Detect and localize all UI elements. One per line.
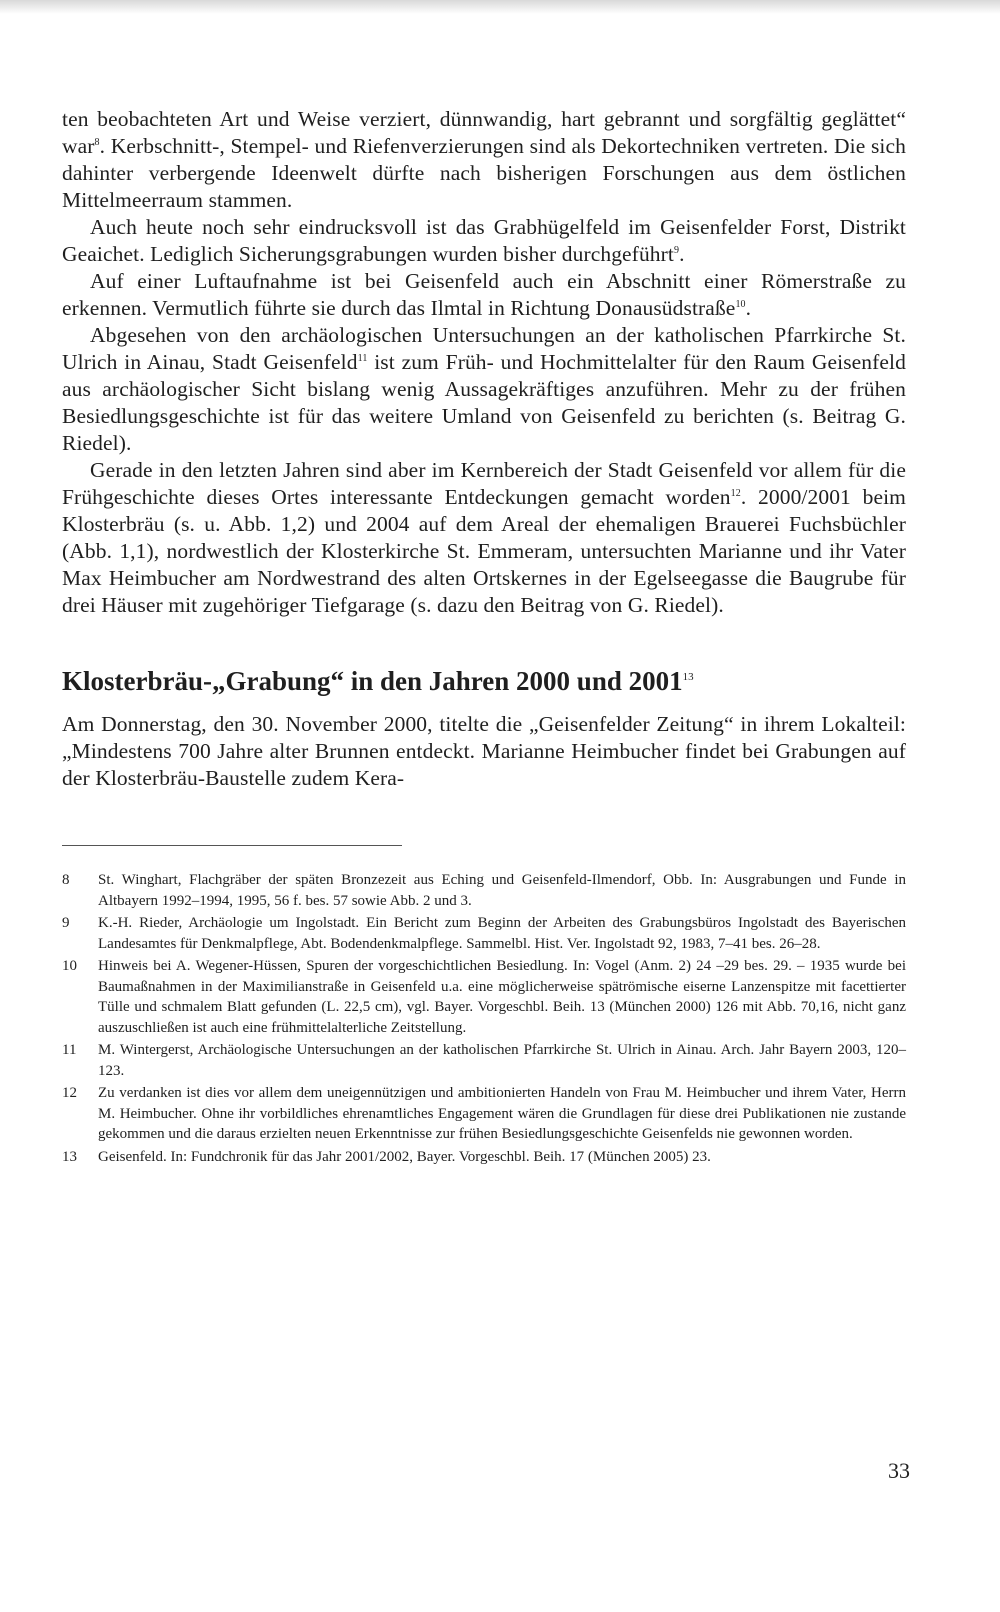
body-text: [62, 106, 906, 619]
footnote-9: [62, 913, 906, 954]
footnote-ref-11: 11: [357, 352, 368, 364]
paragraph-5: Gerade in den letzten Jahren sind aber im Kernbereich der Stadt Geisenfeld vor allem für die Frühgeschichte dieses Ortes interessante Entdeckungen gemacht worden$^{12}$. 2000/2001 beim Klosterbräu (s. u. Abb. 1,2) und 2004 auf dem Areal der ehemaligen Brauerei Fuchsbüchler (Abb. 1,1), nordwestlich der Klosterkirche St. Emmeram, untersuchten Marianne und ihr Vater Max Heimbucher am Nordwestrand des alten Ortskernes in der Egelseegasse die Baugrube für drei Häuser mit zugehöriger Tiefgarage (s. dazu den Beitrag von G. Riedel).: [62, 458, 906, 617]
footnote-ref-9: 9: [673, 244, 680, 256]
footnote-text: M. Wintergerst, Archäologische Untersuchungen an der katholischen Pfarrkirche St. Ulrich in Ainau. Arch. Jahr Bayern 2003, 120–123.: [98, 1042, 906, 1079]
footnote-text: Hinweis bei A. Wegener-Hüssen, Spuren der vorgeschichtlichen Besiedlung. In: Vogel (Anm. 2) 24 –29 bes. 29. – 1935 wurde bei Baumaßnahmen in der Maximilianstraße in Geisenfeld u.a. eine möglicherweise spätrömische eiserne Lanzenspitze mit facettierter Tülle und schmalem Blatt gefunden (L. 22,5 cm), vgl. Bayer. Vorgeschbl. Beih. 13 (München 2000) 126 mit Abb. 70,16, nicht ganz auszuschließen ist auch eine frühmittelalterliche Zeitstellung.: [98, 958, 906, 1036]
footnotes: [62, 870, 906, 1167]
section-body: [62, 711, 906, 792]
footnote-10: [62, 956, 906, 1038]
paragraph-4: Abgesehen von den archäologischen Untersuchungen an der katholischen Pfarrkirche St. Ulrich in Ainau, Stadt Geisenfeld$^{11}$ ist zum Früh- und Hochmittelalter für den Raum Geisenfeld aus archäologischer Sicht bislang wenig Aussagekräftiges anzuführen. Mehr zu der frühen Besiedlungsgeschichte ist für das weitere Umland von Geisenfeld zu berichten (s. Beitrag G. Riedel).: [62, 323, 906, 455]
page-content: [62, 106, 906, 1169]
footnote-text: Zu verdanken ist dies vor allem dem uneigennützigen und ambitionierten Handeln von Frau M. Heimbucher und ihrem Vater, Herrn M. Heimbucher. Ohne ihr vorbildliches ehrenamtliches Engagement wären die Grundlagen für diese drei Publikationen nie zustande gekommen und die daraus erzielten neuen Erkenntnisse zur frühen Besiedlungsgeschichte Geisenfelds nie gewonnen worden.: [98, 1085, 906, 1142]
section-heading: Klosterbräu-„Grabung“ in den Jahren 2000 und 2001$^{13}$: [62, 666, 694, 696]
footnote-divider: [62, 845, 402, 846]
page-top-edge: [0, 0, 1000, 14]
footnote-number: 13: [62, 1148, 77, 1165]
footnote-number: 11: [62, 1042, 77, 1058]
footnote-ref-12: 12: [730, 487, 741, 499]
footnote-ref-8: 8: [94, 136, 100, 148]
footnote-ref-13: 13: [682, 671, 694, 683]
footnote-8: [62, 870, 906, 911]
footnote-number: 10: [62, 958, 77, 974]
paragraph-6: Am Donnerstag, den 30. November 2000, titelte die „Geisenfelder Zeitung“ in ihrem Lokalteil: „Mindestens 700 Jahre alter Brunnen entdeckt. Marianne Heimbucher findet bei Grabungen auf der Klosterbräu-Baustelle zudem Kera-: [62, 712, 906, 790]
paragraph-3: Auf einer Luftaufnahme ist bei Geisenfeld auch ein Abschnitt einer Römerstraße zu erkennen. Vermutlich führte sie durch das Ilmtal in Richtung Donausüdstraße$^{10}$.: [62, 269, 906, 320]
footnote-number: 9: [62, 915, 70, 931]
footnote-text: Geisenfeld. In: Fundchronik für das Jahr 2001/2002, Bayer. Vorgeschbl. Beih. 17 (München 2005) 23.: [98, 1148, 711, 1165]
footnote-ref-10: 10: [735, 298, 746, 310]
footnote-12: [62, 1083, 906, 1145]
footnote-number: 8: [62, 872, 70, 888]
footnote-text: K.-H. Rieder, Archäologie um Ingolstadt. Ein Bericht zum Beginn der Arbeiten des Grabungsbüros Ingolstadt des Bayerischen Landesamtes für Denkmalpflege, Abt. Bodendenkmalpflege. Sammelbl. Hist. Ver. Ingolstadt 92, 1983, 7–41 bes. 26–28.: [98, 915, 906, 952]
paragraph-2: Auch heute noch sehr eindrucksvoll ist das Grabhügelfeld im Geisenfelder Forst, Distrikt Geaichet. Lediglich Sicherungsgrabungen wurden bisher durchgeführt$^9$.: [62, 215, 906, 266]
footnote-11: [62, 1040, 906, 1081]
paragraph-1: ten beobachteten Art und Weise verziert, dünnwandig, hart gebrannt und sorgfältig geglättet“ war$^8$. Kerbschnitt-, Stempel- und Riefenverzierungen sind als Dekortechniken vertreten. Die sich dahinter verbergende Ideenwelt dürfte nach bisherigen Forschungen aus dem östlichen Mittelmeerraum stammen.: [62, 107, 906, 212]
footnote-text: St. Winghart, Flachgräber der späten Bronzezeit aus Eching und Geisenfeld-Ilmendorf, Obb. In: Ausgrabungen und Funde in Altbayern 1992–1994, 1995, 56 f. bes. 57 sowie Abb. 2 und 3.: [98, 872, 906, 909]
footnote-13: [62, 1147, 906, 1168]
footnote-number: 12: [62, 1085, 77, 1101]
page-number: 33: [888, 1458, 910, 1483]
